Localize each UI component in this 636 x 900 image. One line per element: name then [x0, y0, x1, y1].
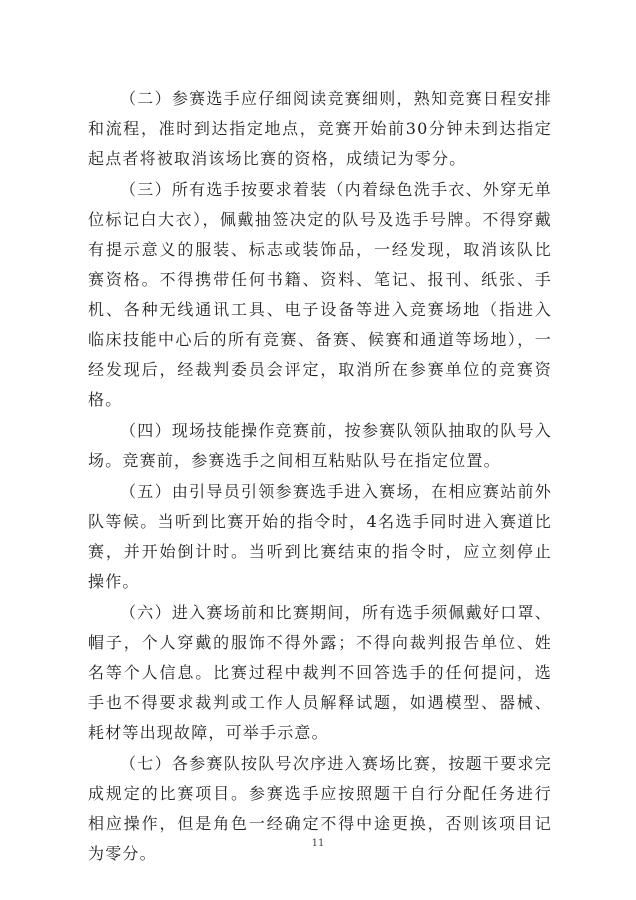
paragraph-item-7: （七）各参赛队按队号次序进入赛场比赛，按题干要求完成规定的比赛项目。参赛选手应按照题干自行分配任务进行相应操作，但是角色一经确定不得中途更换，否则该项目记为零分。 — [88, 754, 552, 863]
paragraph-item-2: （二）参赛选手应仔细阅读竞赛细则，熟知竞赛日程安排和流程，准时到达指定地点，竞赛开始前30分钟未到达指定起点者将被取消该场比赛的资格，成绩记为零分。 — [88, 89, 552, 168]
paragraph-item-4: （四）现场技能操作竞赛前，按参赛队领队抽取的队号入场。竞赛前，参赛选手之间相互粘贴队号在指定位置。 — [88, 421, 552, 470]
paragraph-item-5: （五）由引导员引领参赛选手进入赛场，在相应赛站前外队等候。当听到比赛开始的指令时，4名选手同时进入赛道比赛，并开始倒计时。当听到比赛结束的指令时，应立刻停止操作。 — [88, 482, 552, 591]
paragraph-item-3: （三）所有选手按要求着装（内着绿色洗手衣、外穿无单位标记白大衣），佩戴抽签决定的队号及选手号牌。不得穿戴有提示意义的服装、标志或装饰品，一经发现，取消该队比赛资格。不得携带任何书籍、资料、笔记、报刊、纸张、手机、各种无线通讯工具、电子设备等进入竞赛场地（指进入临床技能中心后的所有竞赛、备赛、候赛和通道等场地），一经发现后，经裁判委员会评定，取消所在参赛单位的竞赛资格。 — [88, 180, 552, 409]
page-number: 11 — [311, 838, 325, 849]
document-body — [88, 84, 552, 870]
paragraph-item-6: （六）进入赛场前和比赛期间，所有选手须佩戴好口罩、帽子，个人穿戴的服饰不得外露；不得向裁判报告单位、姓名等个人信息。比赛过程中裁判不回答选手的任何提问，选手也不得要求裁判或工作人员解释试题，如遇模型、器械、耗材等出现故障，可举手示意。 — [88, 603, 552, 742]
